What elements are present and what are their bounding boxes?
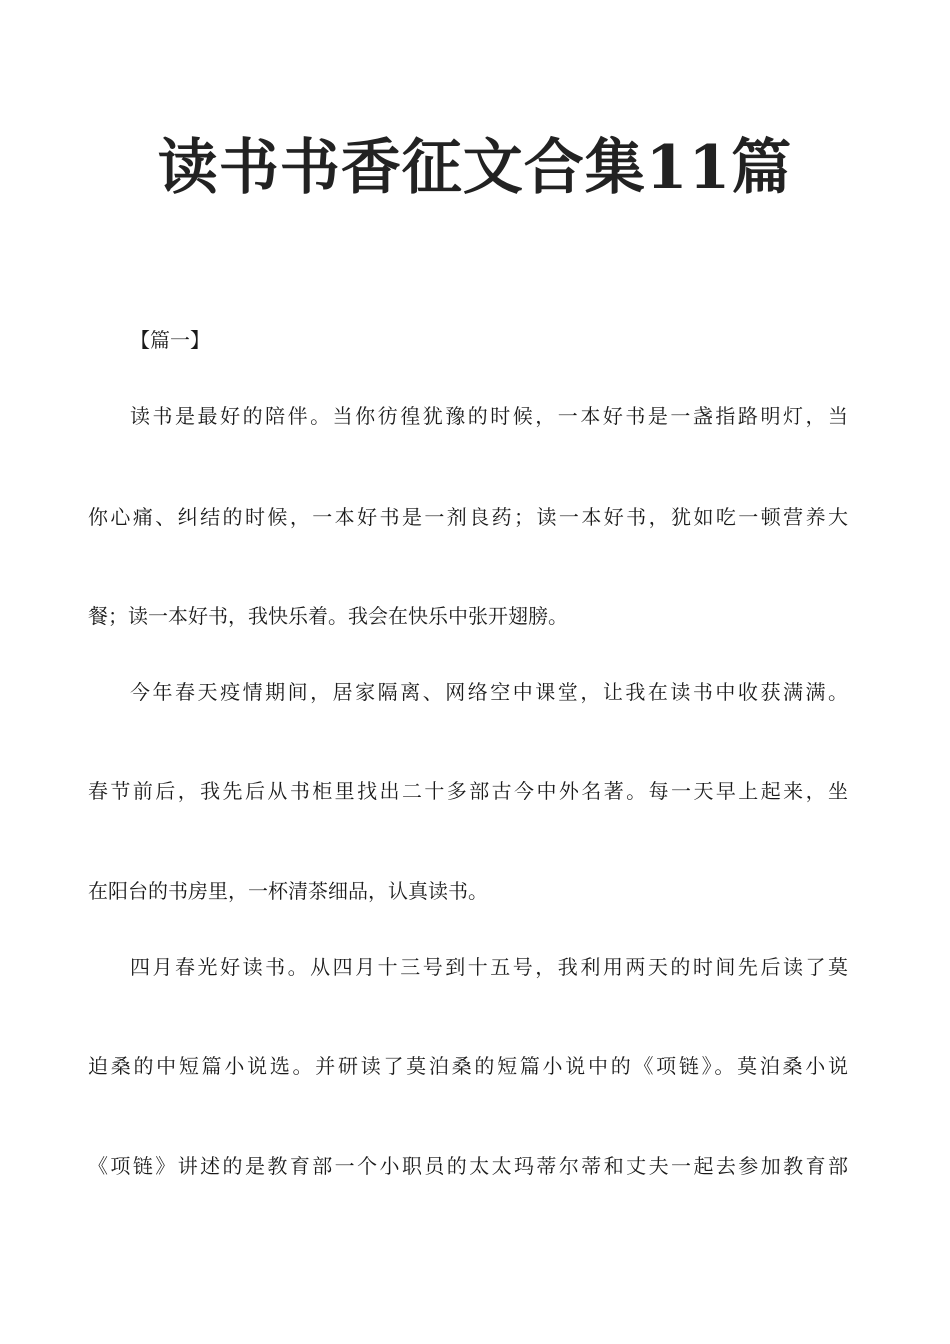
paragraph-line: 餐；读一本好书，我快乐着。我会在快乐中张开翅膀。	[88, 604, 568, 628]
paragraph-line: 读书是最好的陪伴。当你彷徨犹豫的时候，一本好书是一盏指路明灯，当	[130, 404, 848, 428]
paragraph-line: 你心痛、纠结的时候，一本好书是一剂良药；读一本好书，犹如吃一顿营养大	[88, 505, 848, 529]
paragraph-line: 在阳台的书房里，一杯清茶细品，认真读书。	[88, 879, 488, 903]
section-heading: 【篇一】	[130, 328, 210, 352]
paragraph-line: 迫桑的中短篇小说选。并研读了莫泊桑的短篇小说中的《项链》。莫泊桑小说	[88, 1054, 848, 1078]
paragraph-line: 《项链》讲述的是教育部一个小职员的太太玛蒂尔蒂和丈夫一起去参加教育部	[88, 1154, 848, 1178]
paragraph-line: 今年春天疫情期间，居家隔离、网络空中课堂，让我在读书中收获满满。	[130, 680, 848, 704]
document-title: 读书书香征文合集11篇	[157, 133, 793, 203]
paragraph-line: 春节前后，我先后从书柜里找出二十多部古今中外名著。每一天早上起来，坐	[88, 779, 848, 803]
paragraph-line: 四月春光好读书。从四月十三号到十五号，我利用两天的时间先后读了莫	[130, 955, 848, 979]
